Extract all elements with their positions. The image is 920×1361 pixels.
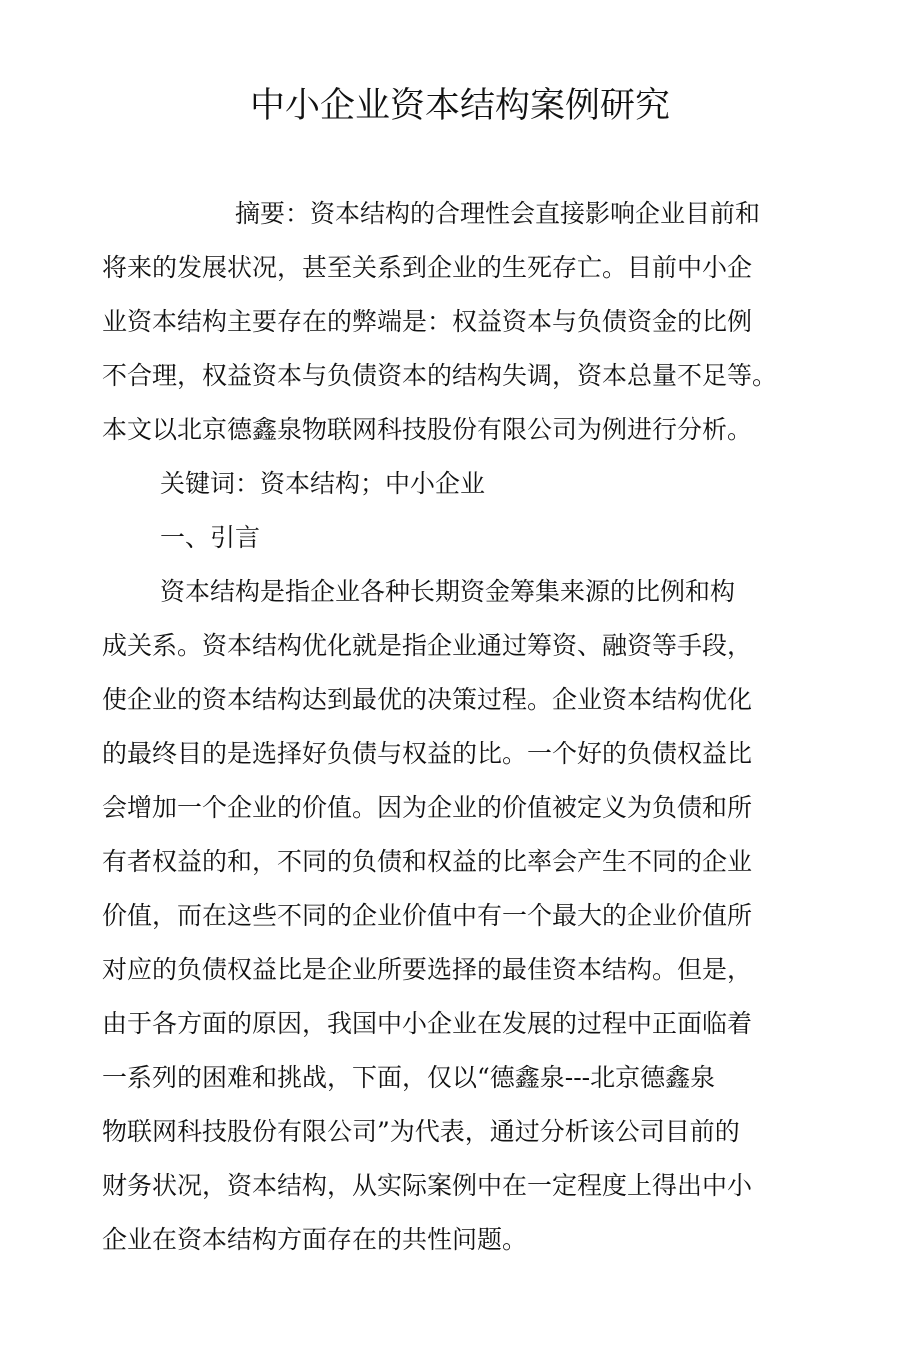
body-line-7: 价值，而在这些不同的企业价值中有一个最大的企业价值所 <box>102 901 753 930</box>
body-line-3: 使企业的资本结构达到最优的决策过程。企业资本结构优化 <box>102 685 753 714</box>
body-line-5: 会增加一个企业的价值。因为企业的价值被定义为负债和所 <box>102 793 753 822</box>
keywords-line: 关键词：资本结构；中小企业 <box>160 469 486 498</box>
body-line-11: 物联网科技股份有限公司”为代表，通过分析该公司目前的 <box>102 1117 740 1146</box>
body-line-2: 成关系。资本结构优化就是指企业通过筹资、融资等手段， <box>102 631 753 660</box>
body-line-1: 资本结构是指企业各种长期资金筹集来源的比例和构 <box>160 577 736 606</box>
body-line-6: 有者权益的和，不同的负债和权益的比率会产生不同的企业 <box>102 847 753 876</box>
document-title: 中小企业资本结构案例研究 <box>249 86 670 126</box>
body-line-10: 一系列的困难和挑战，下面，仅以“德鑫泉---北京德鑫泉 <box>102 1063 716 1092</box>
body-line-8: 对应的负债权益比是企业所要选择的最佳资本结构。但是， <box>102 955 753 984</box>
abstract-line-3: 业资本结构主要存在的弊端是：权益资本与负债资金的比例 <box>102 307 753 336</box>
body-line-13: 企业在资本结构方面存在的共性问题。 <box>102 1225 528 1254</box>
abstract-line-1: 摘要：资本结构的合理性会直接影响企业目前和 <box>235 199 761 228</box>
section-heading: 一、引言 <box>160 523 261 552</box>
body-line-9: 由于各方面的原因，我国中小企业在发展的过程中正面临着 <box>102 1009 753 1038</box>
body-line-12: 财务状况，资本结构，从实际案例中在一定程度上得出中小 <box>102 1171 753 1200</box>
abstract-line-5: 本文以北京德鑫泉物联网科技股份有限公司为例进行分析。 <box>102 415 753 444</box>
abstract-line-2: 将来的发展状况，甚至关系到企业的生死存亡。目前中小企 <box>102 253 753 282</box>
body-line-4: 的最终目的是选择好负债与权益的比。一个好的负债权益比 <box>102 739 753 768</box>
abstract-line-4: 不合理，权益资本与负债资本的结构失调，资本总量不足等。 <box>102 361 778 390</box>
